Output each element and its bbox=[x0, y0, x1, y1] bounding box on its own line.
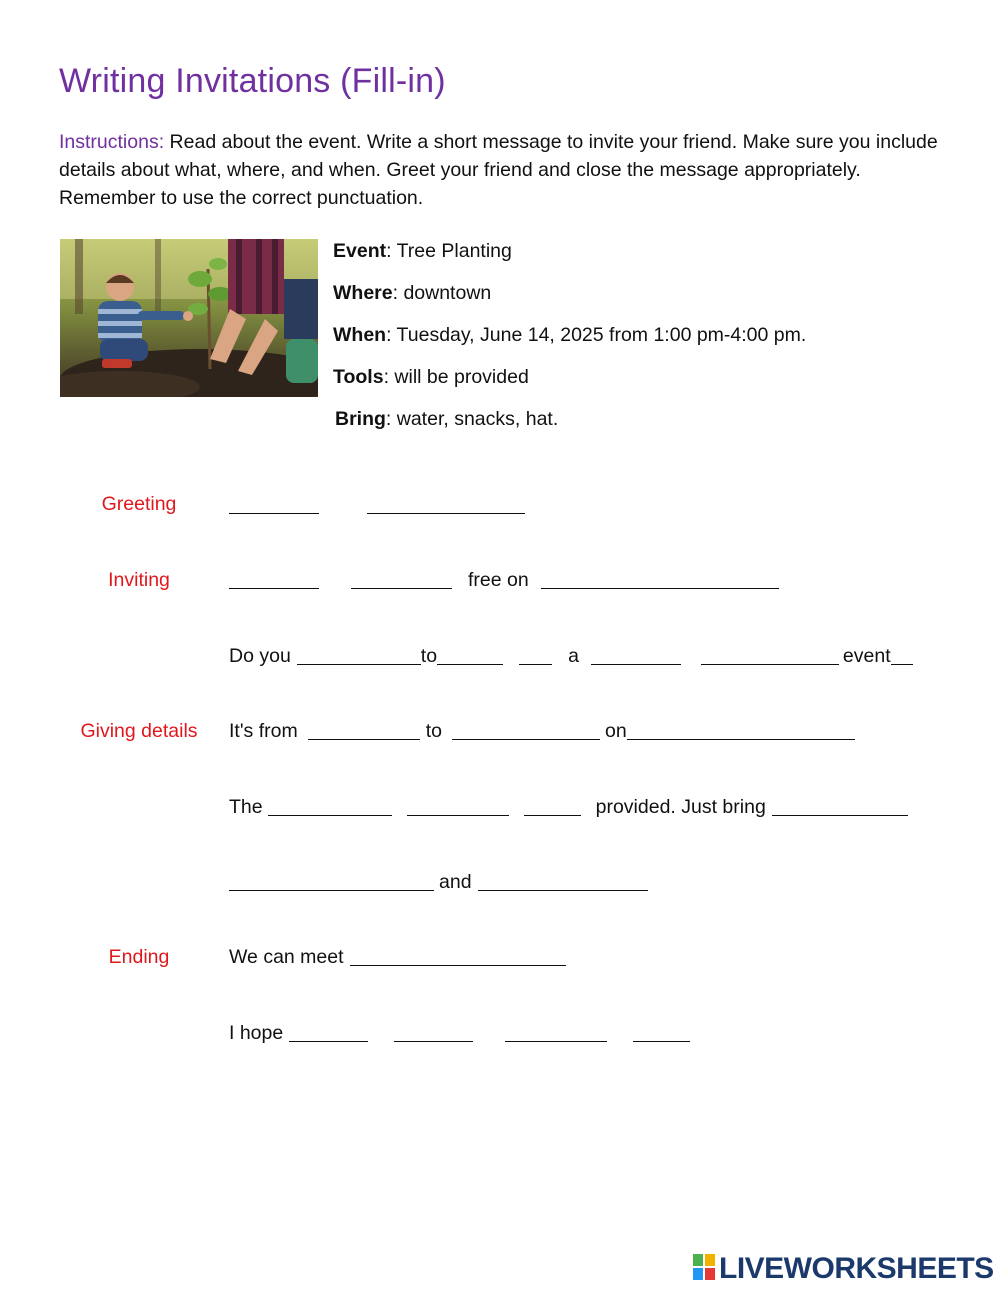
text-we-can-meet: We can meet bbox=[229, 946, 344, 968]
ending-line-1 bbox=[229, 946, 566, 969]
blank-input[interactable] bbox=[268, 797, 392, 816]
blank-input[interactable] bbox=[772, 797, 908, 816]
detail-value: : will be provided bbox=[383, 366, 529, 388]
details-line-1 bbox=[229, 720, 855, 743]
blank-input[interactable] bbox=[229, 872, 434, 891]
blank-input[interactable] bbox=[350, 947, 566, 966]
blank-input[interactable] bbox=[394, 1023, 473, 1042]
liveworksheets-logo-icon bbox=[693, 1254, 715, 1285]
details-line-3 bbox=[229, 871, 648, 894]
detail-key: Where bbox=[333, 282, 393, 304]
blank-input[interactable] bbox=[519, 646, 552, 665]
label-ending: Ending bbox=[108, 946, 170, 968]
blank-input[interactable] bbox=[891, 646, 913, 665]
detail-tools bbox=[333, 366, 529, 389]
detail-value: : Tree Planting bbox=[386, 240, 512, 262]
blank-input[interactable] bbox=[505, 1023, 607, 1042]
details-line-2 bbox=[229, 796, 908, 819]
blank-input[interactable] bbox=[229, 495, 319, 514]
blank-input[interactable] bbox=[229, 570, 319, 589]
text-a: a bbox=[568, 645, 579, 667]
blank-input[interactable] bbox=[524, 797, 581, 816]
blank-input[interactable] bbox=[367, 495, 525, 514]
blank-input[interactable] bbox=[289, 1023, 368, 1042]
detail-key: Event bbox=[333, 240, 387, 262]
blank-input[interactable] bbox=[541, 570, 779, 589]
text-its-from: It's from bbox=[229, 720, 298, 742]
ending-line-2 bbox=[229, 1022, 690, 1045]
blank-input[interactable] bbox=[297, 646, 421, 665]
detail-value: : Tuesday, June 14, 2025 from 1:00 pm-4:00 pm. bbox=[386, 324, 807, 346]
detail-where bbox=[333, 282, 491, 305]
detail-when bbox=[333, 324, 806, 347]
detail-bring bbox=[335, 408, 558, 431]
text-i-hope: I hope bbox=[229, 1022, 284, 1044]
text-event: event bbox=[842, 645, 891, 667]
text-to: to bbox=[425, 720, 442, 742]
liveworksheets-logo bbox=[693, 1254, 994, 1284]
blank-input[interactable] bbox=[452, 721, 600, 740]
blank-input[interactable] bbox=[351, 570, 452, 589]
detail-key: Tools bbox=[333, 366, 384, 388]
detail-value: : downtown bbox=[392, 282, 492, 304]
logo-text: LIVEWORKSHEETS bbox=[719, 1252, 994, 1285]
blank-input[interactable] bbox=[478, 872, 648, 891]
blank-input[interactable] bbox=[437, 646, 503, 665]
text-free-on: free on bbox=[468, 569, 529, 591]
page-title: Writing Invitations (Fill-in) bbox=[59, 62, 446, 100]
text-to: to bbox=[420, 645, 438, 667]
text-do-you: Do you bbox=[229, 645, 291, 667]
label-greeting: Greeting bbox=[101, 493, 177, 515]
blank-input[interactable] bbox=[308, 721, 420, 740]
blank-input[interactable] bbox=[591, 646, 681, 665]
label-inviting: Inviting bbox=[108, 569, 170, 591]
instructions bbox=[59, 128, 949, 212]
inviting-line-2 bbox=[229, 645, 913, 668]
greeting-line bbox=[229, 494, 525, 517]
tree-planting-photo bbox=[60, 239, 318, 397]
instructions-text: Read about the event. Write a short message to invite your friend. Make sure you include details about what, where, and when. Greet your friend and close the message appropriately. Remember to use the correct punctuation. bbox=[59, 131, 938, 209]
blank-input[interactable] bbox=[701, 646, 839, 665]
inviting-line-1 bbox=[229, 569, 779, 592]
text-provided-just-bring: provided. Just bring bbox=[595, 796, 766, 818]
blank-input[interactable] bbox=[627, 721, 855, 740]
detail-key: When bbox=[333, 324, 387, 346]
instructions-label: Instructions: bbox=[59, 131, 165, 153]
text-on: on bbox=[605, 720, 627, 742]
detail-key: Bring bbox=[335, 408, 386, 430]
label-giving-details: Giving details bbox=[80, 720, 198, 742]
blank-input[interactable] bbox=[633, 1023, 690, 1042]
detail-event bbox=[333, 240, 512, 263]
detail-value: : water, snacks, hat. bbox=[385, 408, 559, 430]
blank-input[interactable] bbox=[407, 797, 509, 816]
text-the: The bbox=[229, 796, 263, 818]
text-and: and bbox=[439, 871, 472, 893]
